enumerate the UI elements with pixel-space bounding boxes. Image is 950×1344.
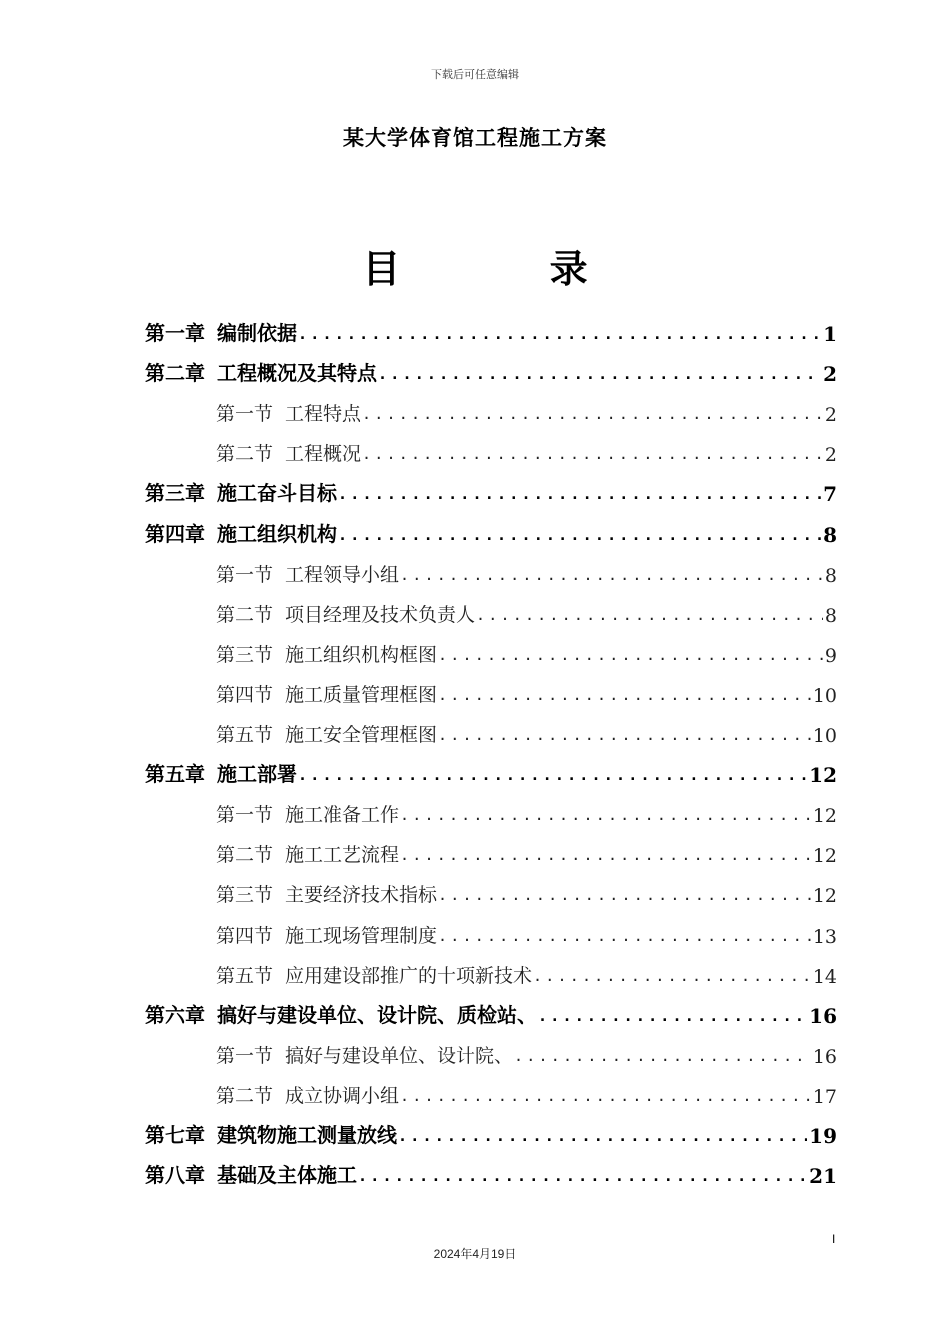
- toc-entry-label: [145, 999, 537, 1028]
- toc-entry-label: [216, 1041, 513, 1068]
- toc-entry-title: 施工奋斗目标: [217, 481, 337, 506]
- toc-entry-title: 应用建设部推广的十项新技术: [285, 964, 533, 987]
- toc-section-entry[interactable]: [145, 547, 837, 587]
- toc-entry-title: 施工工艺流程: [285, 844, 400, 867]
- toc-entry-title: 工程特点: [285, 403, 362, 426]
- toc-heading: 目 录: [362, 246, 656, 291]
- toc-chapter-entry[interactable]: [145, 346, 837, 386]
- toc-entry-page: 2: [824, 444, 837, 467]
- toc-entry-title: 项目经理及技术负责人: [285, 603, 476, 626]
- toc-section-entry[interactable]: [145, 1028, 837, 1068]
- toc-entry-label: [216, 720, 437, 747]
- toc-entry-number: 第二节: [216, 1084, 274, 1107]
- toc-entry-number: 第二节: [216, 443, 274, 466]
- toc-entry-page: 12: [812, 845, 837, 868]
- dot-leader: [361, 442, 823, 466]
- toc-entry-number: 第一节: [216, 804, 274, 827]
- dot-leader: [337, 523, 821, 547]
- footer-date: 2024年4月19日: [433, 1247, 517, 1261]
- toc-entry-label: [216, 640, 437, 667]
- toc-entry-number: 第四章: [145, 521, 205, 546]
- toc-entry-number: 第二节: [216, 603, 274, 626]
- toc-chapter-entry[interactable]: [145, 988, 837, 1028]
- toc-entry-label: [216, 560, 399, 587]
- dot-leader: [437, 723, 811, 747]
- header-note: 下载后可任意编辑: [431, 68, 519, 81]
- toc-entry-label: [145, 758, 297, 787]
- dot-leader: [297, 322, 821, 346]
- toc-entry-label: [216, 680, 437, 707]
- toc-entry-title: 施工安全管理框图: [285, 724, 438, 747]
- dot-leader: [513, 1044, 811, 1068]
- toc-section-entry[interactable]: [145, 667, 837, 707]
- toc-entry-label: [216, 880, 437, 907]
- toc-entry-number: 第三节: [216, 884, 274, 907]
- toc-entry-label: [216, 439, 361, 466]
- toc-entry-title: 主要经济技术指标: [285, 884, 438, 907]
- toc-section-entry[interactable]: [145, 948, 837, 988]
- toc-entry-label: [145, 1159, 357, 1188]
- toc-entry-page: 12: [812, 805, 837, 828]
- toc-entry-title: 施工组织机构框图: [285, 643, 438, 666]
- toc-entry-page: 21: [809, 1164, 837, 1189]
- toc-section-entry[interactable]: [145, 827, 837, 867]
- toc-entry-page: 13: [812, 925, 837, 948]
- toc-chapter-entry[interactable]: [145, 306, 837, 346]
- toc-entry-number: 第八章: [145, 1163, 205, 1188]
- toc-entry-number: 第四节: [216, 924, 274, 947]
- toc-entry-label: [145, 477, 337, 506]
- dot-leader: [399, 563, 823, 587]
- toc-section-entry[interactable]: [145, 707, 837, 747]
- toc-entry-label: [216, 1081, 399, 1108]
- dot-leader: [437, 683, 811, 707]
- dot-leader: [399, 803, 811, 827]
- toc-entry-title: 搞好与建设单位、设计院、质检站、: [217, 1002, 537, 1027]
- toc-entry-label: [145, 357, 377, 386]
- dot-leader: [297, 763, 807, 787]
- toc-chapter-entry[interactable]: [145, 506, 837, 546]
- toc-entry-number: 第一节: [216, 563, 274, 586]
- toc-entry-number: 第五节: [216, 724, 274, 747]
- table-of-contents: [145, 306, 837, 1188]
- toc-entry-label: [216, 800, 399, 827]
- toc-section-entry[interactable]: [145, 1068, 837, 1108]
- toc-entry-page: 8: [824, 564, 837, 587]
- toc-entry-page: 10: [812, 684, 837, 707]
- toc-entry-title: 建筑物施工测量放线: [217, 1122, 397, 1147]
- dot-leader: [437, 643, 823, 667]
- toc-entry-label: [216, 921, 437, 948]
- toc-chapter-entry[interactable]: [145, 1148, 837, 1188]
- document-title: 某大学体育馆工程施工方案: [343, 125, 607, 150]
- toc-entry-title: 施工准备工作: [285, 804, 400, 827]
- toc-entry-number: 第二章: [145, 361, 205, 386]
- toc-chapter-entry[interactable]: [145, 1108, 837, 1148]
- toc-entry-label: [145, 317, 297, 346]
- toc-entry-title: 工程领导小组: [285, 563, 400, 586]
- dot-leader: [357, 1164, 807, 1188]
- toc-entry-label: [216, 600, 475, 627]
- toc-entry-label: [216, 840, 399, 867]
- page-number-mark: I: [832, 1232, 836, 1246]
- dot-leader: [399, 843, 811, 867]
- toc-entry-title: 编制依据: [217, 321, 297, 346]
- toc-section-entry[interactable]: [145, 907, 837, 947]
- toc-entry-page: 1: [823, 322, 837, 347]
- toc-entry-number: 第三节: [216, 643, 274, 666]
- toc-entry-page: 7: [823, 482, 837, 507]
- dot-leader: [532, 964, 811, 988]
- toc-chapter-entry[interactable]: [145, 466, 837, 506]
- dot-leader: [397, 1124, 807, 1148]
- toc-entry-page: 8: [823, 522, 837, 547]
- toc-section-entry[interactable]: [145, 587, 837, 627]
- toc-entry-page: 9: [824, 644, 837, 667]
- toc-entry-label: [216, 961, 532, 988]
- toc-entry-page: 10: [812, 725, 837, 748]
- dot-leader: [537, 1004, 807, 1028]
- toc-entry-number: 第三章: [145, 481, 205, 506]
- toc-entry-number: 第六章: [145, 1002, 205, 1027]
- toc-entry-title: 施工部署: [217, 762, 297, 787]
- toc-entry-title: 搞好与建设单位、设计院、: [285, 1044, 514, 1067]
- dot-leader: [437, 883, 811, 907]
- toc-entry-title: 施工组织机构: [217, 521, 337, 546]
- toc-entry-number: 第五节: [216, 964, 274, 987]
- dot-leader: [361, 402, 823, 426]
- toc-entry-number: 第一章: [145, 321, 205, 346]
- toc-entry-page: 12: [812, 885, 837, 908]
- toc-chapter-entry[interactable]: [145, 747, 837, 787]
- toc-entry-title: 成立协调小组: [285, 1084, 400, 1107]
- toc-entry-page: 17: [812, 1085, 837, 1108]
- toc-entry-title: 工程概况及其特点: [217, 361, 377, 386]
- toc-entry-page: 2: [823, 362, 837, 387]
- toc-entry-number: 第一节: [216, 403, 274, 426]
- toc-entry-number: 第一节: [216, 1044, 274, 1067]
- dot-leader: [399, 1084, 811, 1108]
- toc-entry-page: 12: [809, 763, 837, 788]
- toc-entry-title: 施工现场管理制度: [285, 924, 438, 947]
- toc-entry-number: 第五章: [145, 762, 205, 787]
- toc-entry-page: 14: [812, 965, 837, 988]
- toc-section-entry[interactable]: [145, 627, 837, 667]
- toc-entry-number: 第四节: [216, 683, 274, 706]
- toc-entry-page: 16: [809, 1003, 837, 1028]
- dot-leader: [437, 924, 811, 948]
- toc-entry-page: 2: [824, 404, 837, 427]
- toc-section-entry[interactable]: [145, 386, 837, 426]
- toc-section-entry[interactable]: [145, 426, 837, 466]
- toc-entry-page: 8: [824, 604, 837, 627]
- toc-entry-number: 第七章: [145, 1122, 205, 1147]
- toc-entry-page: 16: [812, 1045, 837, 1068]
- toc-entry-number: 第二节: [216, 844, 274, 867]
- toc-entry-label: [145, 1119, 397, 1148]
- toc-entry-title: 工程概况: [285, 443, 362, 466]
- toc-section-entry[interactable]: [145, 787, 837, 827]
- toc-entry-page: 19: [809, 1123, 837, 1148]
- toc-entry-title: 基础及主体施工: [217, 1163, 357, 1188]
- toc-entry-title: 施工质量管理框图: [285, 683, 438, 706]
- dot-leader: [475, 603, 823, 627]
- dot-leader: [337, 482, 821, 506]
- toc-entry-label: [216, 399, 361, 426]
- toc-entry-label: [145, 518, 337, 547]
- dot-leader: [377, 362, 821, 386]
- toc-section-entry[interactable]: [145, 867, 837, 907]
